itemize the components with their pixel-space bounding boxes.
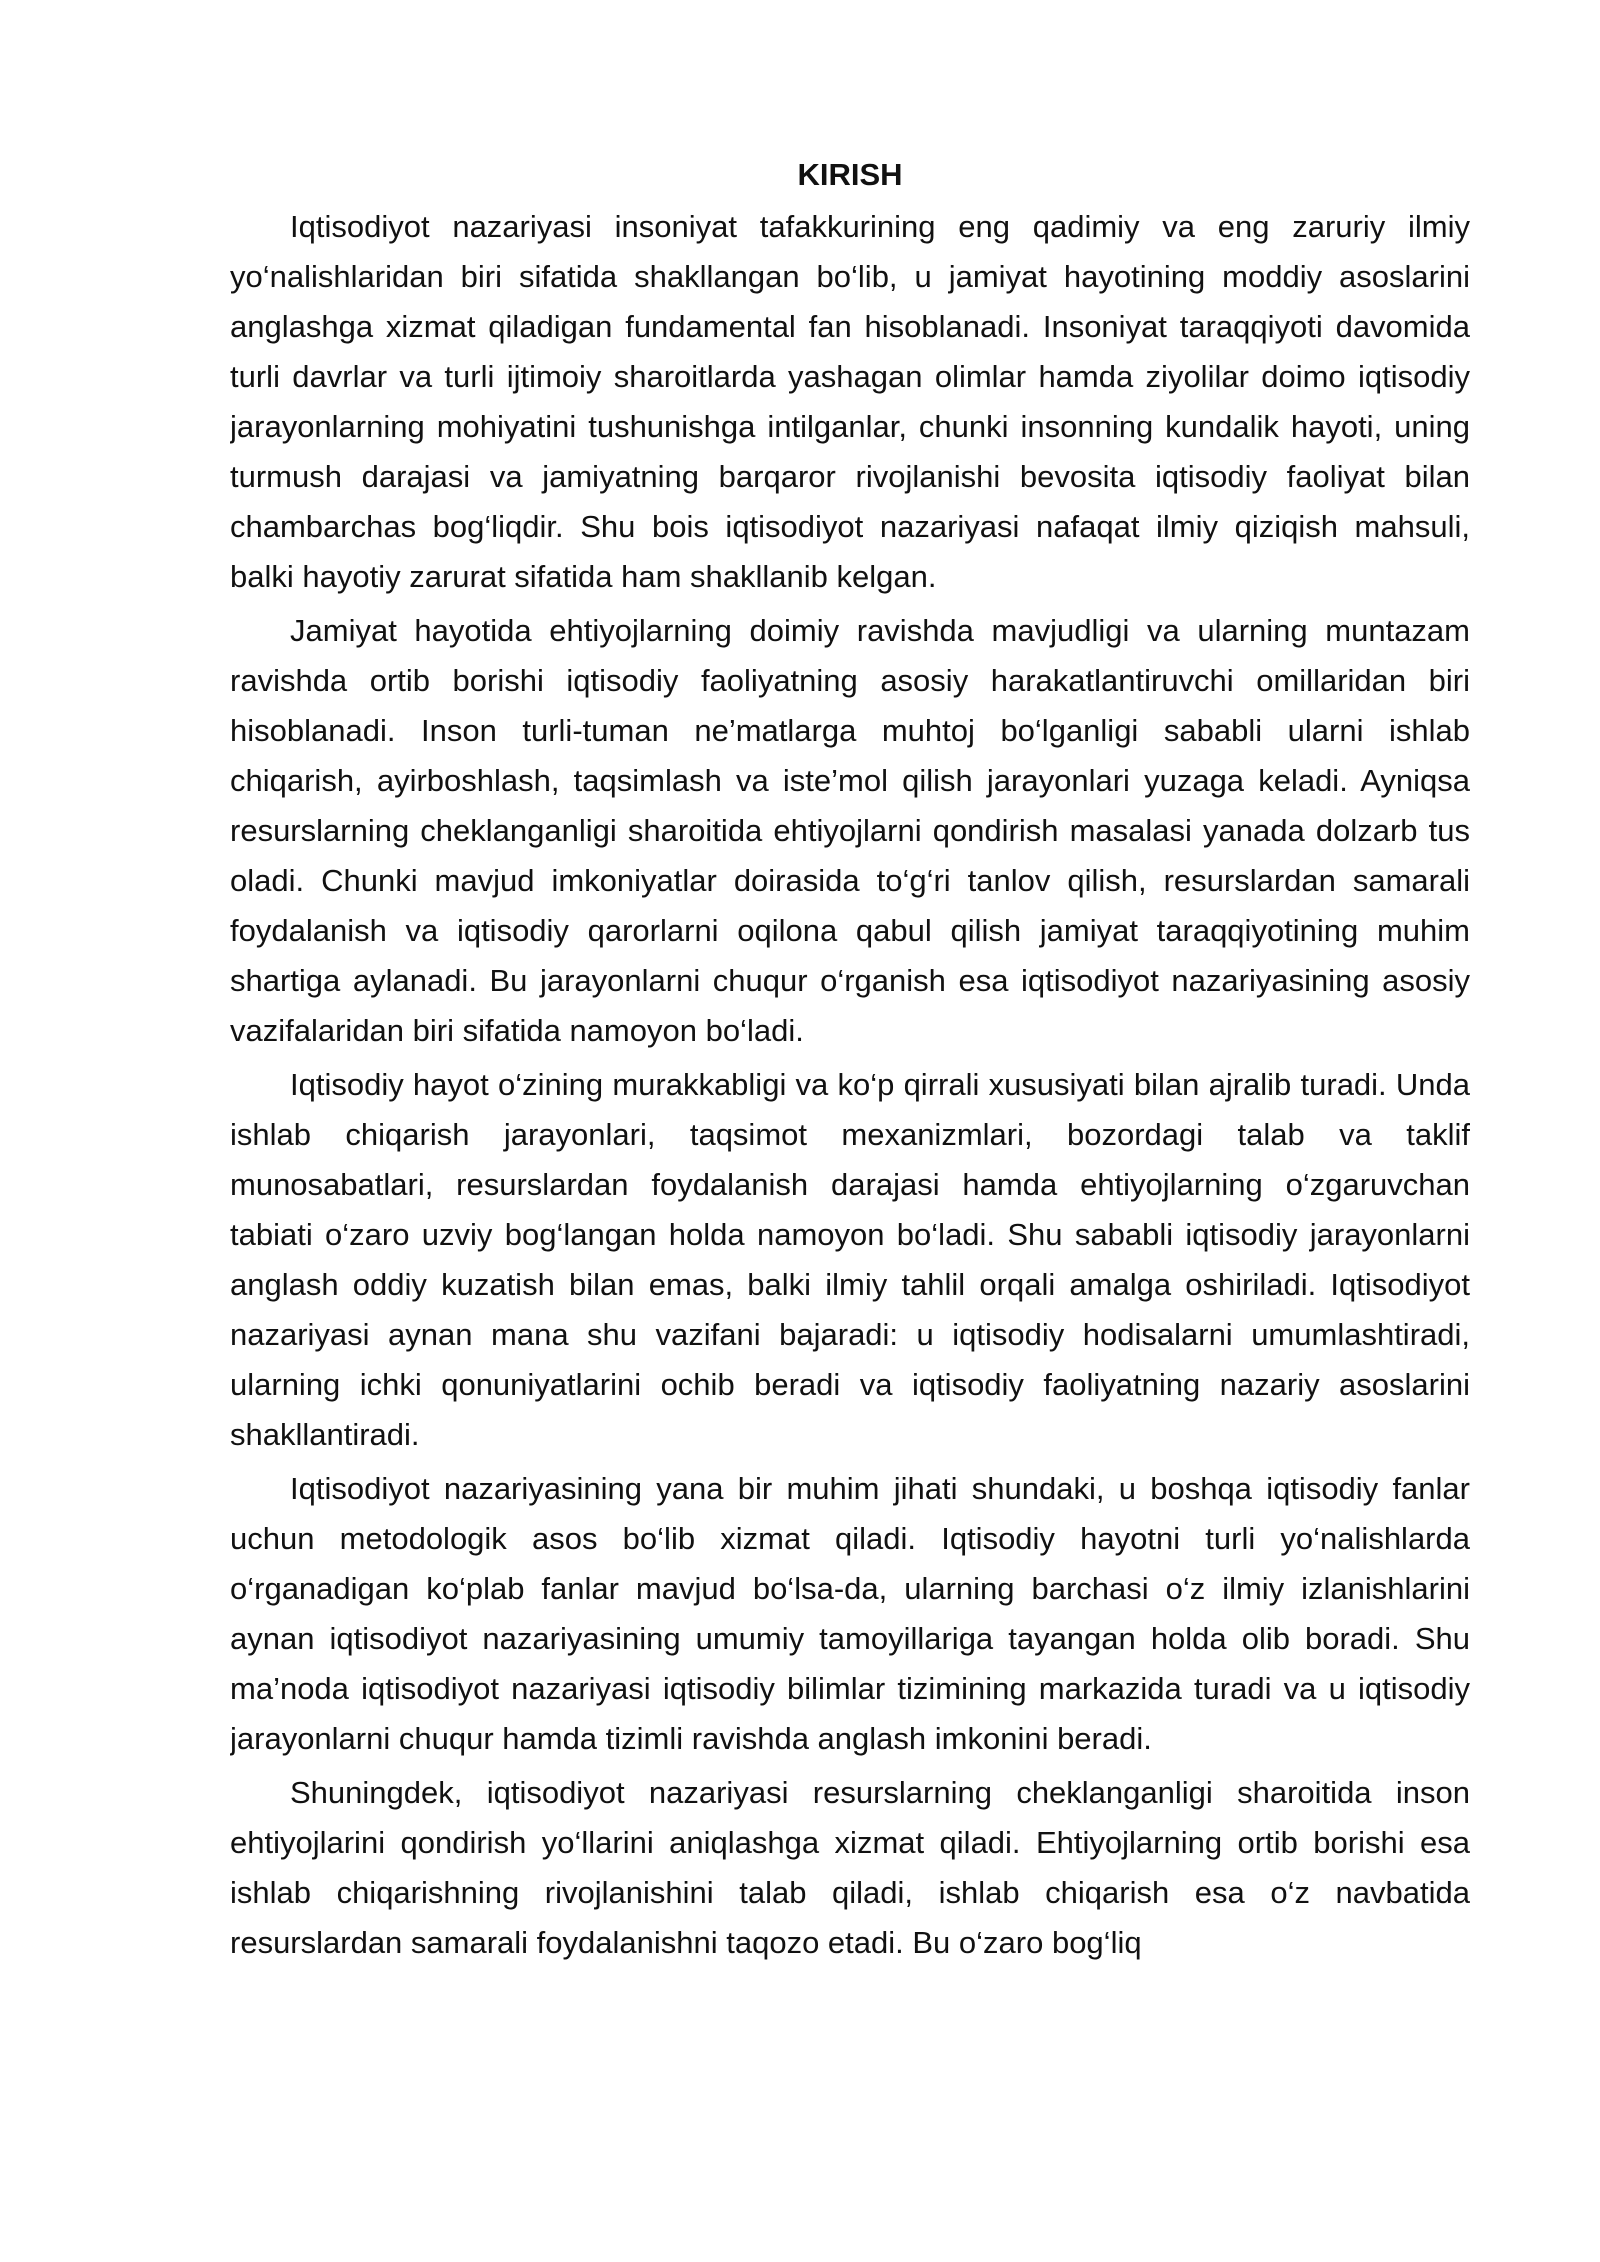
paragraph-4: Iqtisodiyot nazariyasining yana bir muhim jihati shundaki, u boshqa iqtisodiy fanlar uchun metodologik asos bo‘lib xizmat qiladi. Iqtisodiy hayotni turli yo‘nalishlarda o‘rganadigan ko‘plab fanlar mavjud bo‘lsa-da, ularning barchasi o‘z ilmiy izlanishlarini aynan iqtisodiyot nazariyasining umumiy tamoyillariga tayangan holda olib boradi. Shu ma’noda iqtisodiyot nazariyasi iqtisodiy bilimlar tizimining markazida turadi va u iqtisodiy jarayonlarni chuqur hamda tizimli ravishda anglash imkonini beradi. (230, 1471, 1470, 1756)
document-page (230, 150, 1470, 2210)
paragraph-3: Iqtisodiy hayot o‘zining murakkabligi va ko‘p qirrali xususiyati bilan ajralib turadi. Unda ishlab chiqarish jarayonlari, taqsimot mexanizmlari, bozordagi talab va taklif munosabatlari, resurslardan foydalanish darajasi hamda ehtiyojlarning o‘zgaruvchan tabiati o‘zaro uzviy bog‘langan holda namoyon bo‘ladi. Shu sababli iqtisodiy jarayonlarni anglash oddiy kuzatish bilan emas, balki ilmiy tahlil orqali amalga oshiriladi. Iqtisodiyot nazariyasi aynan mana shu vazifani bajaradi: u iqtisodiy hodisalarni umumlashtiradi, ularning ichki qonuniyatlarini ochib beradi va iqtisodiy faoliyatning nazariy asoslarini shakllantiradi. (230, 1067, 1470, 1452)
paragraph-5: Shuningdek, iqtisodiyot nazariyasi resurslarning cheklanganligi sharoitida inson ehtiyojlarini qondirish yo‘llarini aniqlashga xizmat qiladi. Ehtiyojlarning ortib borishi esa ishlab chiqarishning rivojlanishini talab qiladi, ishlab chiqarish esa o‘z navbatida resurslardan samarali foydalanishni taqozo etadi. Bu o‘zaro bog‘liq (230, 1775, 1470, 1960)
page-title: KIRISH (797, 157, 903, 192)
paragraph-2: Jamiyat hayotida ehtiyojlarning doimiy ravishda mavjudligi va ularning muntazam ravishda ortib borishi iqtisodiy faoliyatning asosiy harakatlantiruvchi omillaridan biri hisoblanadi. Inson turli-tuman ne’matlarga muhtoj bo‘lganligi sababli ularni ishlab chiqarish, ayirboshlash, taqsimlash va iste’mol qilish jarayonlari yuzaga keladi. Ayniqsa resurslarning cheklanganligi sharoitida ehtiyojlarni qondirish masalasi yanada dolzarb tus oladi. Chunki mavjud imkoniyatlar doirasida to‘g‘ri tanlov qilish, resurslardan samarali foydalanish va iqtisodiy qarorlarni oqilona qabul qilish jamiyat taraqqiyotining muhim shartiga aylanadi. Bu jarayonlarni chuqur o‘rganish esa iqtisodiyot nazariyasining asosiy vazifalaridan biri sifatida namoyon bo‘ladi. (230, 613, 1470, 1048)
paragraph-1: Iqtisodiyot nazariyasi insoniyat tafakkurining eng qadimiy va eng zaruriy ilmiy yo‘nalishlaridan biri sifatida shakllangan bo‘lib, u jamiyat hayotining moddiy asoslarini anglashga xizmat qiladigan fundamental fan hisoblanadi. Insoniyat taraqqiyoti davomida turli davrlar va turli ijtimoiy sharoitlarda yashagan olimlar hamda ziyolilar doimo iqtisodiy jarayonlarning mohiyatini tushunishga intilganlar, chunki insonning kundalik hayoti, uning turmush darajasi va jamiyatning barqaror rivojlanishi bevosita iqtisodiy faoliyat bilan chambarchas bog‘liqdir. Shu bois iqtisodiyot nazariyasi nafaqat ilmiy qiziqish mahsuli, balki hayotiy zarurat sifatida ham shakllanib kelgan. (230, 209, 1470, 594)
